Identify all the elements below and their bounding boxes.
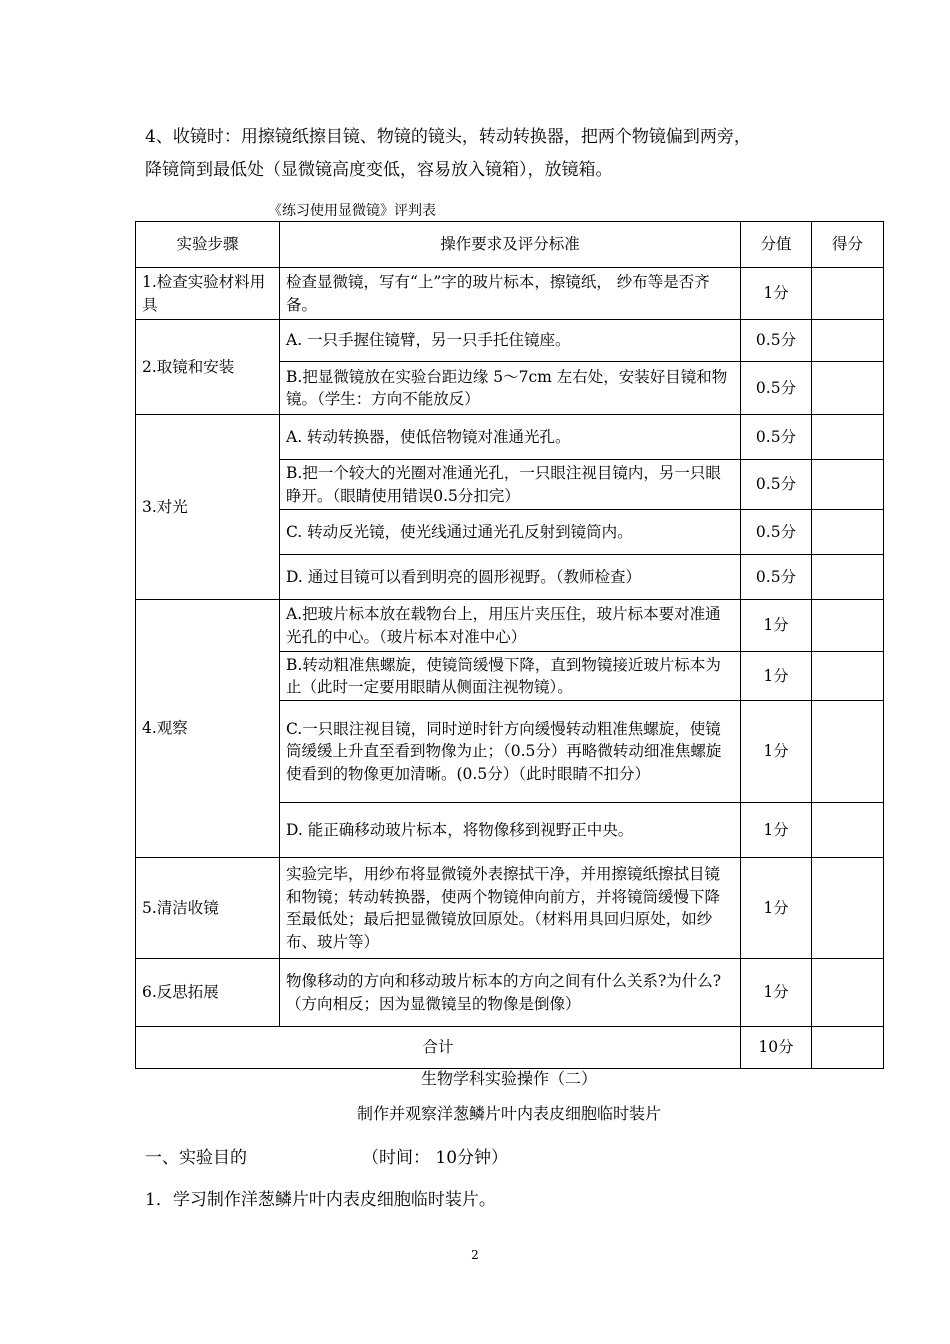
criteria-cell: D. 能正确移动玻片标本，将物像移到视野正中央。 [280, 803, 741, 858]
table-row [136, 600, 884, 652]
criteria-cell: A. 一只手握住镜臂，另一只手托住镜座。 [280, 320, 741, 362]
criteria-cell: 检查显微镜，写有“上”字的玻片标本，擦镜纸， 纱布等是否齐备。 [280, 268, 741, 320]
header-step: 实验步骤 [136, 222, 280, 268]
score-cell: 0.5分 [741, 362, 812, 415]
header-value: 分值 [741, 222, 812, 268]
criteria-cell: B.把一个较大的光圈对准通光孔，一只眼注视目镜内，另一只眼睁开。（眼睛使用错误0.5分扣完） [280, 460, 741, 510]
got-cell [812, 701, 884, 803]
got-cell [812, 415, 884, 460]
criteria-cell: B.转动粗准焦螺旋，使镜筒缓慢下降，直到物镜接近玻片标本为止（此时一定要用眼睛从侧面注视物镜）。 [280, 652, 741, 701]
got-cell [812, 555, 884, 600]
step-name: 2.取镜和安装 [136, 320, 280, 415]
step-name: 1.检查实验材料用具 [136, 268, 280, 320]
section-subtitle: 制作并观察洋葱鳞片叶内表皮细胞临时装片 [356, 1104, 661, 1123]
got-cell [812, 1027, 884, 1069]
criteria-cell: 实验完毕，用纱布将显微镜外表擦拭干净，并用擦镜纸擦拭目镜和物镜；转动转换器，使两个物镜伸向前方，并将镜筒缓慢下降至最低处；最后把显微镜放回原处。（材料用具回归原处，如纱布、玻片等） [280, 858, 741, 959]
step-name: 3.对光 [136, 415, 280, 600]
table-caption: 《练习使用显微镜》评判表 [268, 203, 436, 219]
objective-item-1: 1．学习制作洋葱鳞片叶内表皮细胞临时装片。 [145, 1190, 496, 1210]
table-total-row [136, 1027, 884, 1069]
got-cell [812, 320, 884, 362]
step-name: 4.观察 [136, 600, 280, 858]
score-cell: 0.5分 [741, 320, 812, 362]
table-row [136, 415, 884, 460]
got-cell [812, 460, 884, 510]
section-title: 生物学科实验操作（二） [420, 1069, 597, 1088]
got-cell [812, 362, 884, 415]
got-cell [812, 858, 884, 959]
score-cell: 0.5分 [741, 460, 812, 510]
intro-line-2: 降镜筒到最低处（显微镜高度变低，容易放入镜箱），放镜箱。 [145, 160, 613, 180]
got-cell [812, 510, 884, 555]
got-cell [812, 652, 884, 701]
step-name: 5.清洁收镜 [136, 858, 280, 959]
score-cell: 1分 [741, 858, 812, 959]
score-cell: 0.5分 [741, 555, 812, 600]
criteria-cell: C. 转动反光镜，使光线通过通光孔反射到镜筒内。 [280, 510, 741, 555]
score-cell: 1分 [741, 652, 812, 701]
score-cell: 1分 [741, 600, 812, 652]
table-header-row [136, 222, 884, 268]
score-cell: 0.5分 [741, 510, 812, 555]
criteria-cell: A. 转动转换器，使低倍物镜对准通光孔。 [280, 415, 741, 460]
criteria-cell: B.把显微镜放在实验台距边缘 5～7cm 左右处，安装好目镜和物镜。（学生：方向不能放反） [280, 362, 741, 415]
table-row [136, 858, 884, 959]
got-cell [812, 268, 884, 320]
rubric-table [135, 221, 884, 1069]
header-got: 得分 [812, 222, 884, 268]
total-score: 10分 [741, 1027, 812, 1069]
page-number: 2 [471, 1248, 479, 1262]
score-cell: 1分 [741, 803, 812, 858]
score-cell: 1分 [741, 701, 812, 803]
section-time: （时间： 10分钟） [362, 1148, 509, 1168]
criteria-cell: 物像移动的方向和移动玻片标本的方向之间有什么关系?为什么?（方向相反；因为显微镜呈的物像是倒像） [280, 959, 741, 1027]
score-cell: 1分 [741, 268, 812, 320]
table-row [136, 268, 884, 320]
got-cell [812, 959, 884, 1027]
table-row [136, 320, 884, 362]
section-heading: 一、实验目的 [145, 1148, 247, 1168]
criteria-cell: A.把玻片标本放在载物台上，用压片夹压住，玻片标本要对准通光孔的中心。（玻片标本对准中心） [280, 600, 741, 652]
step-name: 6.反思拓展 [136, 959, 280, 1027]
score-cell: 1分 [741, 959, 812, 1027]
intro-line-1: 4、收镜时：用擦镜纸擦目镜、物镜的镜头，转动转换器，把两个物镜偏到两旁， [145, 127, 751, 147]
total-label: 合计 [136, 1027, 741, 1069]
score-cell: 0.5分 [741, 415, 812, 460]
got-cell [812, 600, 884, 652]
criteria-cell: D. 通过目镜可以看到明亮的圆形视野。（教师检查） [280, 555, 741, 600]
criteria-cell: C.一只眼注视目镜，同时逆时针方向缓慢转动粗准焦螺旋，使镜筒缓缓上升直至看到物像为止；（0.5分）再略微转动细准焦螺旋使看到的物像更加清晰。(0.5分）（此时眼睛不扣分） [280, 701, 741, 803]
got-cell [812, 803, 884, 858]
table-row [136, 959, 884, 1027]
header-criteria: 操作要求及评分标准 [280, 222, 741, 268]
